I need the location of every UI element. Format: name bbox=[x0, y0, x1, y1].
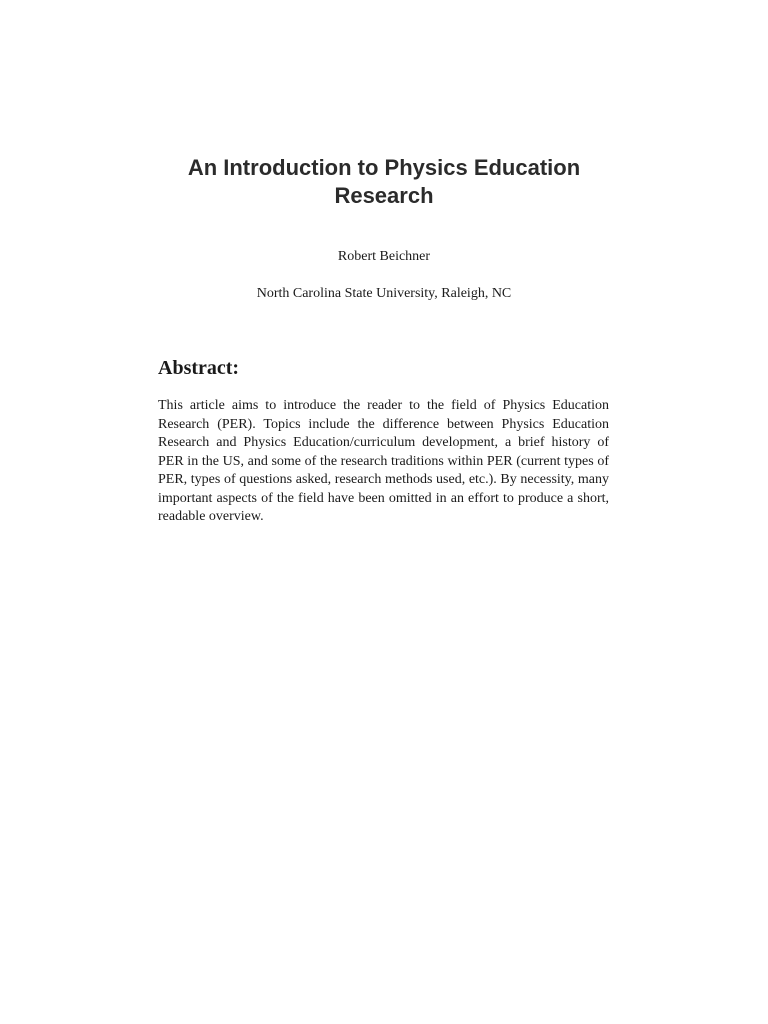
author-name: Robert Beichner bbox=[337, 249, 431, 264]
paper-title: An Introduction to Physics Education Research bbox=[187, 155, 581, 208]
author-affiliation: North Carolina State University, Raleigh, NC bbox=[256, 286, 512, 301]
abstract-text: This article aims to introduce the reader to the field of Physics Education Research (PER). Topics include the difference between Physics Education Research and Physics Education/curriculum development, a brief history of PER in the US, and some of the research traditions within PER (current types of PER, types of questions asked, research methods used, etc.). By necessity, many important aspects of the field have been omitted in an effort to produce a short, readable overview. bbox=[158, 398, 609, 524]
abstract-heading: Abstract: bbox=[158, 357, 240, 379]
